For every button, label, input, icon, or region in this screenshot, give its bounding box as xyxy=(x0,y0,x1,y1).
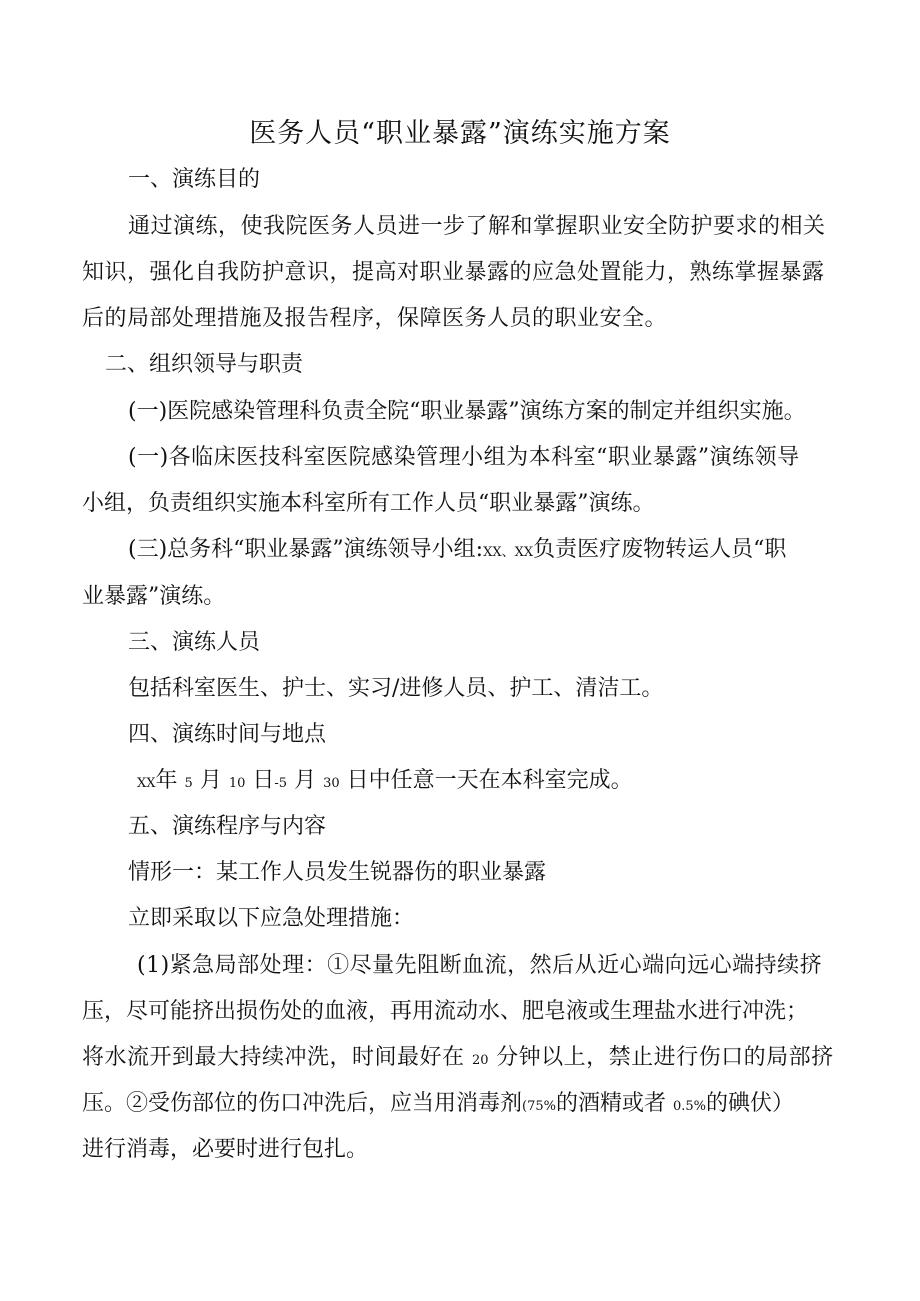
section-1-paragraph-line-3: 后的局部处理措施及报告程序，保障医务人员的职业安全。 xyxy=(82,306,668,331)
measure-1-line-1: (1)紧急局部处理：①尽量先阻断血流，然后从近心端向远心端持续挤 xyxy=(137,953,823,978)
day-label-1: 日 xyxy=(252,768,275,793)
measure-1-line-3-c: 分钟以上，禁止进行伤口的局部挤 xyxy=(496,1045,834,1070)
day-end: 30 xyxy=(323,776,340,791)
document-title: 医务人员“职业暴露”演练实施方案 xyxy=(249,118,671,149)
day-start: 10 xyxy=(228,776,246,791)
measure-1-line-4-e: 的碘伏） xyxy=(706,1091,795,1116)
month-start: 5 xyxy=(184,776,193,791)
alcohol-percent: (75% xyxy=(522,1099,556,1114)
measure-1-line-2: 压，尽可能挤出损伤处的血液，再用流动水、肥皂液或生理盐水进行冲洗； xyxy=(82,999,809,1024)
month-end: -5 xyxy=(274,776,288,791)
time-rest: 日中任意一天在本科室完成。 xyxy=(346,768,633,793)
measure-1-line-4 xyxy=(82,1089,794,1122)
section-4-heading: 四、演练时间与地点 xyxy=(128,722,327,747)
section-1-paragraph-line-1: 通过演练，使我院医务人员进一步了解和掌握职业安全防护要求的相关 xyxy=(128,214,826,239)
scenario-1-heading: 情形一：某工作人员发生锐器伤的职业暴露 xyxy=(128,860,547,885)
measure-1-line-5: 进行消毒，必要时进行包扎。 xyxy=(82,1137,369,1162)
section-2-item-1: (一)医院感染管理科负责全院“职业暴露”演练方案的制定并组织实施。 xyxy=(128,399,806,424)
section-2-item-3-line-1 xyxy=(128,535,786,568)
measures-heading: 立即采取以下应急处理措施： xyxy=(128,906,415,931)
measure-1-line-3 xyxy=(82,1043,834,1076)
section-4-text xyxy=(137,766,633,799)
item-3-text-c: 负责医疗废物转运人员“职 xyxy=(533,537,787,562)
year-placeholder: XX xyxy=(137,776,156,791)
year-label: 年 xyxy=(155,768,178,793)
minutes-value: 20 xyxy=(472,1053,489,1068)
section-2-heading: 二、组织领导与职责 xyxy=(105,352,304,377)
section-5-heading: 五、演练程序与内容 xyxy=(128,814,327,839)
section-2-item-2-line-1: (一)各临床医技科室医院感染管理小组为本科室“职业暴露”演练领导 xyxy=(128,445,800,470)
measure-1-line-4-c: 的酒精或者 xyxy=(555,1091,666,1116)
month-label-2: 月 xyxy=(294,768,317,793)
item-3-names: XX、XX xyxy=(483,545,534,560)
section-2-item-2-line-2: 小组，负责组织实施本科室所有工作人员“职业暴露”演练。 xyxy=(82,491,655,516)
section-1-heading: 一、演练目的 xyxy=(128,167,261,192)
iodophor-percent: 0.5% xyxy=(673,1099,707,1114)
measure-1-line-4-a: 压。②受伤部位的伤口冲洗后，应当用消毒剂 xyxy=(82,1091,523,1116)
item-3-text-a: (三)总务科“职业暴露”演练领导小组: xyxy=(128,537,484,562)
month-label-1: 月 xyxy=(199,768,222,793)
section-3-text: 包括科室医生、护士、实习/进修人员、护工、清洁工。 xyxy=(128,676,664,701)
measure-1-line-3-a: 将水流开到最大持续冲洗，时间最好在 xyxy=(82,1045,465,1070)
section-3-heading: 三、演练人员 xyxy=(128,630,261,655)
section-2-item-3-line-2: 业暴露”演练。 xyxy=(82,584,226,609)
section-1-paragraph-line-2: 知识，强化自我防护意识，提高对职业暴露的应急处置能力，熟练掌握暴露 xyxy=(82,260,825,285)
